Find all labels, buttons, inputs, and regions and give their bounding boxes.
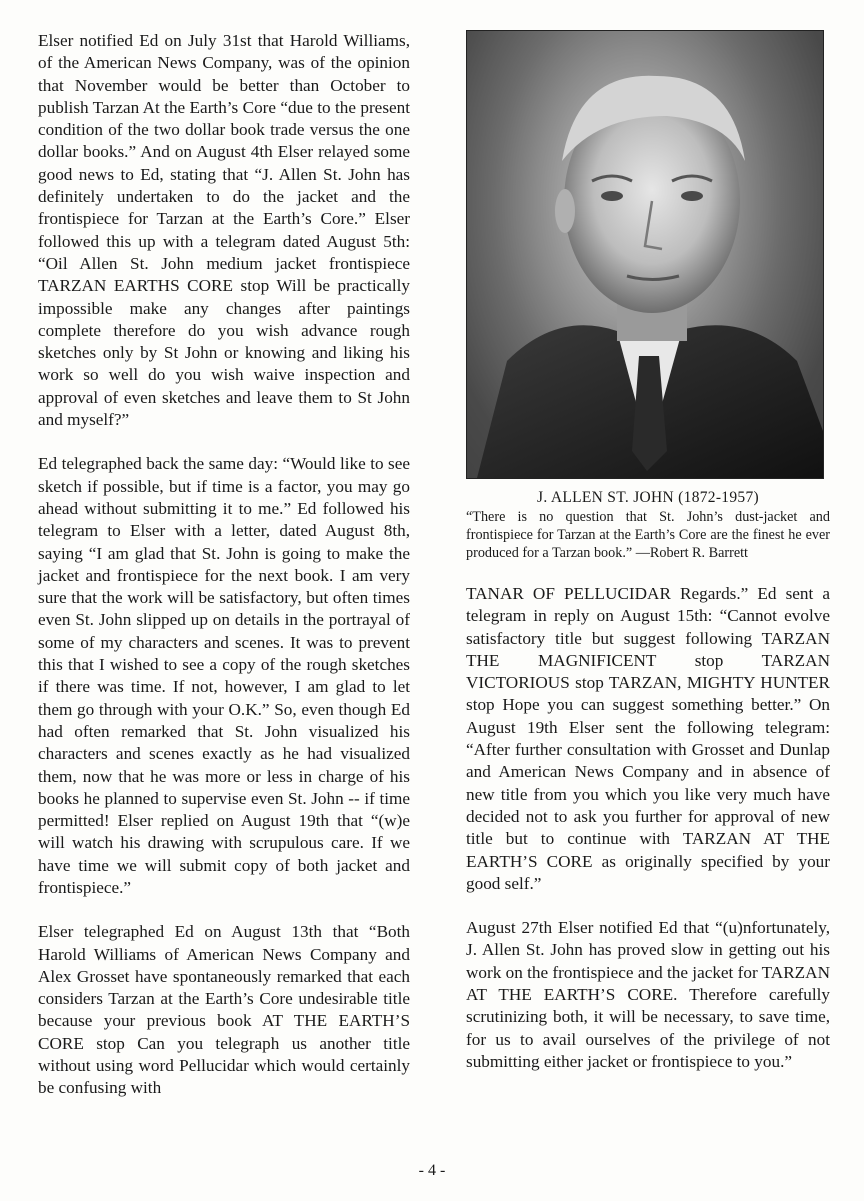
paragraph: Ed telegraphed back the same day: “Would like to see sketch if possible, but if time is a factor, you may go ahead without submitting it to me.” Ed followed his telegram to Elser with a letter, dated August 8th, saying “I am glad that St. John is going to make the jacket and frontispiece for the next book. I am very sure that the work will be satisfactory, but often times even St. John slipped up on details in the portrayal of some of my characters and scenes. It was to prevent this that I wished to see a copy of the rough sketches if there was time. If not, however, I am glad to let them go through with your O.K.” So, even though Ed had often remarked that St. John visualized his characters and scenes exactly as he had visualized them, now that he was more or less in charge of his books he planned to supervise even St. John -- if time permitted! Elser replied on August 19th that “(w)e will watch his drawing with scrupulous care. If we have time we will submit copy of both jacket and frontispiece.” (38, 454, 410, 897)
portrait-illustration (467, 31, 823, 478)
paragraph: TANAR OF PELLUCIDAR Regards.” Ed sent a telegram in reply on August 15th: “Cannot evolve satisfactory title but suggest following TARZAN THE MAGNIFICENT stop TARZAN VICTORIOUS stop TARZAN, MIGHTY HUNTER stop Hope you can suggest something better.” On August 19th Elser sent the following telegram: “After further consultation with Grosset and Dunlap and American News Company and in absence of new title from you which you like very much have decided not to ask you further for approval of new title but to continue with TARZAN AT THE EARTH’S CORE as originally specified by your good self.” (466, 584, 830, 893)
paragraph: Elser notified Ed on July 31st that Harold Williams, of the American News Company, was of the opinion that November would be better than October to publish Tarzan At the Earth’s Core “due to the present condition of the two dollar book trade versus the one dollar books.” And on August 4th Elser relayed some good news to Ed, stating that “J. Allen St. John has definitely undertaken to do the jacket and the frontispiece for Tarzan at the Earth’s Core.” Elser followed this up with a telegram dated August 5th: “Oil Allen St. John medium jacket frontispiece TARZAN EARTHS CORE stop Will be practically impossible make any changes after paintings complete therefore do you wish advance rough sketches only by St John or knowing and liking his work so well do you wish waive inspection and approval of even sketches and leave them to St John and myself?” (38, 31, 410, 430)
right-column (466, 30, 830, 1073)
paragraph: August 27th Elser notified Ed that “(u)nfortunately, J. Allen St. John has proved slow in getting out his work on the frontispiece and the jacket for TARZAN AT THE EARTH’S CORE. Therefore carefully scrutinizing both, it will be necessary, to save time, for us to avail ourselves of the privilege of not submitting either jacket or frontispiece to you.” (466, 918, 830, 1071)
paragraph: Elser telegraphed Ed on August 13th that “Both Harold Williams of American News Company and Alex Grosset have spontaneously remarked that each considers Tarzan at the Earth’s Core undesirable title because your previous book AT THE EARTH’S CORE stop Can you telegraph us another title without using word Pellucidar which would certainly be confusing with (38, 922, 410, 1098)
portrait-photo (466, 30, 824, 479)
photo-caption: “There is no question that St. John’s dust-jacket and frontispiece for Tarzan at the Earth’s Core are the finest he ever produced for a Tarzan book.” —Robert R. Barrett (466, 509, 830, 561)
page-number: - 4 - (418, 1162, 446, 1179)
left-column (38, 30, 410, 1100)
photo-caption-title: J. ALLEN ST. JOHN (1872-1957) (537, 489, 759, 506)
